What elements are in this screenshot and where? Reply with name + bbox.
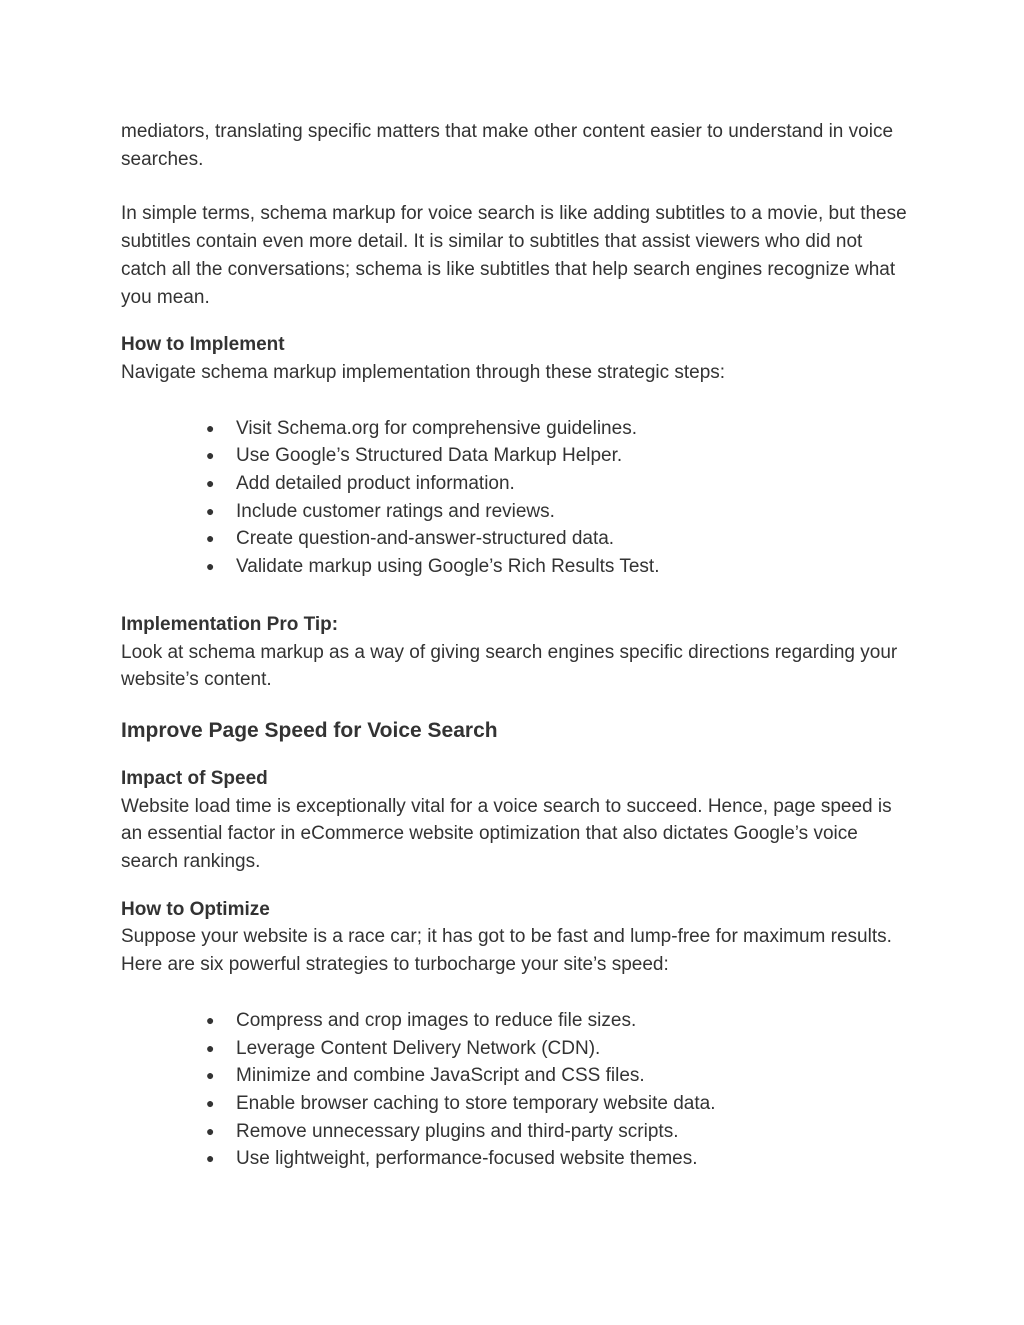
list-item: ● Visit Schema.org for comprehensive guidelines. bbox=[206, 415, 911, 443]
list-item: ● Minimize and combine JavaScript and CSS files. bbox=[206, 1062, 911, 1090]
intro-paragraph-1: mediators, translating specific matters that make other content easier to understand in voice searches. bbox=[121, 121, 894, 170]
impact-of-speed-text: Website load time is exceptionally vital for a voice search to succeed. Hence, page speed is an essential factor in eCommerce website optimization that also dictates Google’s voice search rankings. bbox=[121, 795, 892, 873]
spacer bbox=[121, 979, 911, 1007]
list-item: ● Use lightweight, performance-focused website themes. bbox=[206, 1145, 911, 1173]
list-item: ● Remove unnecessary plugins and third-party scripts. bbox=[206, 1118, 911, 1146]
spacer bbox=[121, 387, 911, 415]
spacer bbox=[121, 694, 911, 716]
speed-strategies-list bbox=[121, 1007, 911, 1173]
pro-tip-text: Look at schema markup as a way of giving search engines specific directions regarding your website’s content. bbox=[121, 641, 898, 691]
list-item: ● Include customer ratings and reviews. bbox=[206, 498, 911, 526]
pro-tip-heading: Implementation Pro Tip: bbox=[121, 613, 339, 635]
how-to-implement-heading: How to Implement bbox=[121, 334, 285, 356]
list-item: ● Create question-and-answer-structured data. bbox=[206, 525, 911, 553]
list-item: ● Add detailed product information. bbox=[206, 470, 911, 498]
impact-of-speed-heading: Impact of Speed bbox=[121, 767, 268, 789]
list-item: ● Compress and crop images to reduce file sizes. bbox=[206, 1007, 911, 1035]
spacer bbox=[121, 311, 911, 331]
spacer bbox=[121, 581, 911, 611]
spacer bbox=[121, 746, 911, 765]
how-to-optimize-text: Suppose your website is a race car; it has got to be fast and lump-free for maximum results. Here are six powerful strategies to turbocharge your site’s speed: bbox=[121, 926, 892, 976]
list-item: ● Leverage Content Delivery Network (CDN). bbox=[206, 1035, 911, 1063]
spacer bbox=[121, 876, 911, 896]
spacer bbox=[121, 173, 911, 200]
how-to-optimize-heading: How to Optimize bbox=[121, 898, 270, 920]
how-to-implement-text: Navigate schema markup implementation through these strategic steps: bbox=[121, 361, 726, 383]
list-item: ● Use Google’s Structured Data Markup Helper. bbox=[206, 442, 911, 470]
list-item: ● Validate markup using Google’s Rich Results Test. bbox=[206, 553, 911, 581]
list-item: ● Enable browser caching to store temporary website data. bbox=[206, 1090, 911, 1118]
intro-paragraph-2: In simple terms, schema markup for voice search is like adding subtitles to a movie, but these subtitles contain even more detail. It is similar to subtitles that assist viewers who did not catch all the conversations; schema is like subtitles that help search engines recognize what you mean. bbox=[121, 203, 907, 308]
implement-steps-list bbox=[121, 415, 911, 581]
page-speed-section-title: Improve Page Speed for Voice Search bbox=[121, 718, 498, 742]
document-page bbox=[121, 118, 911, 1173]
